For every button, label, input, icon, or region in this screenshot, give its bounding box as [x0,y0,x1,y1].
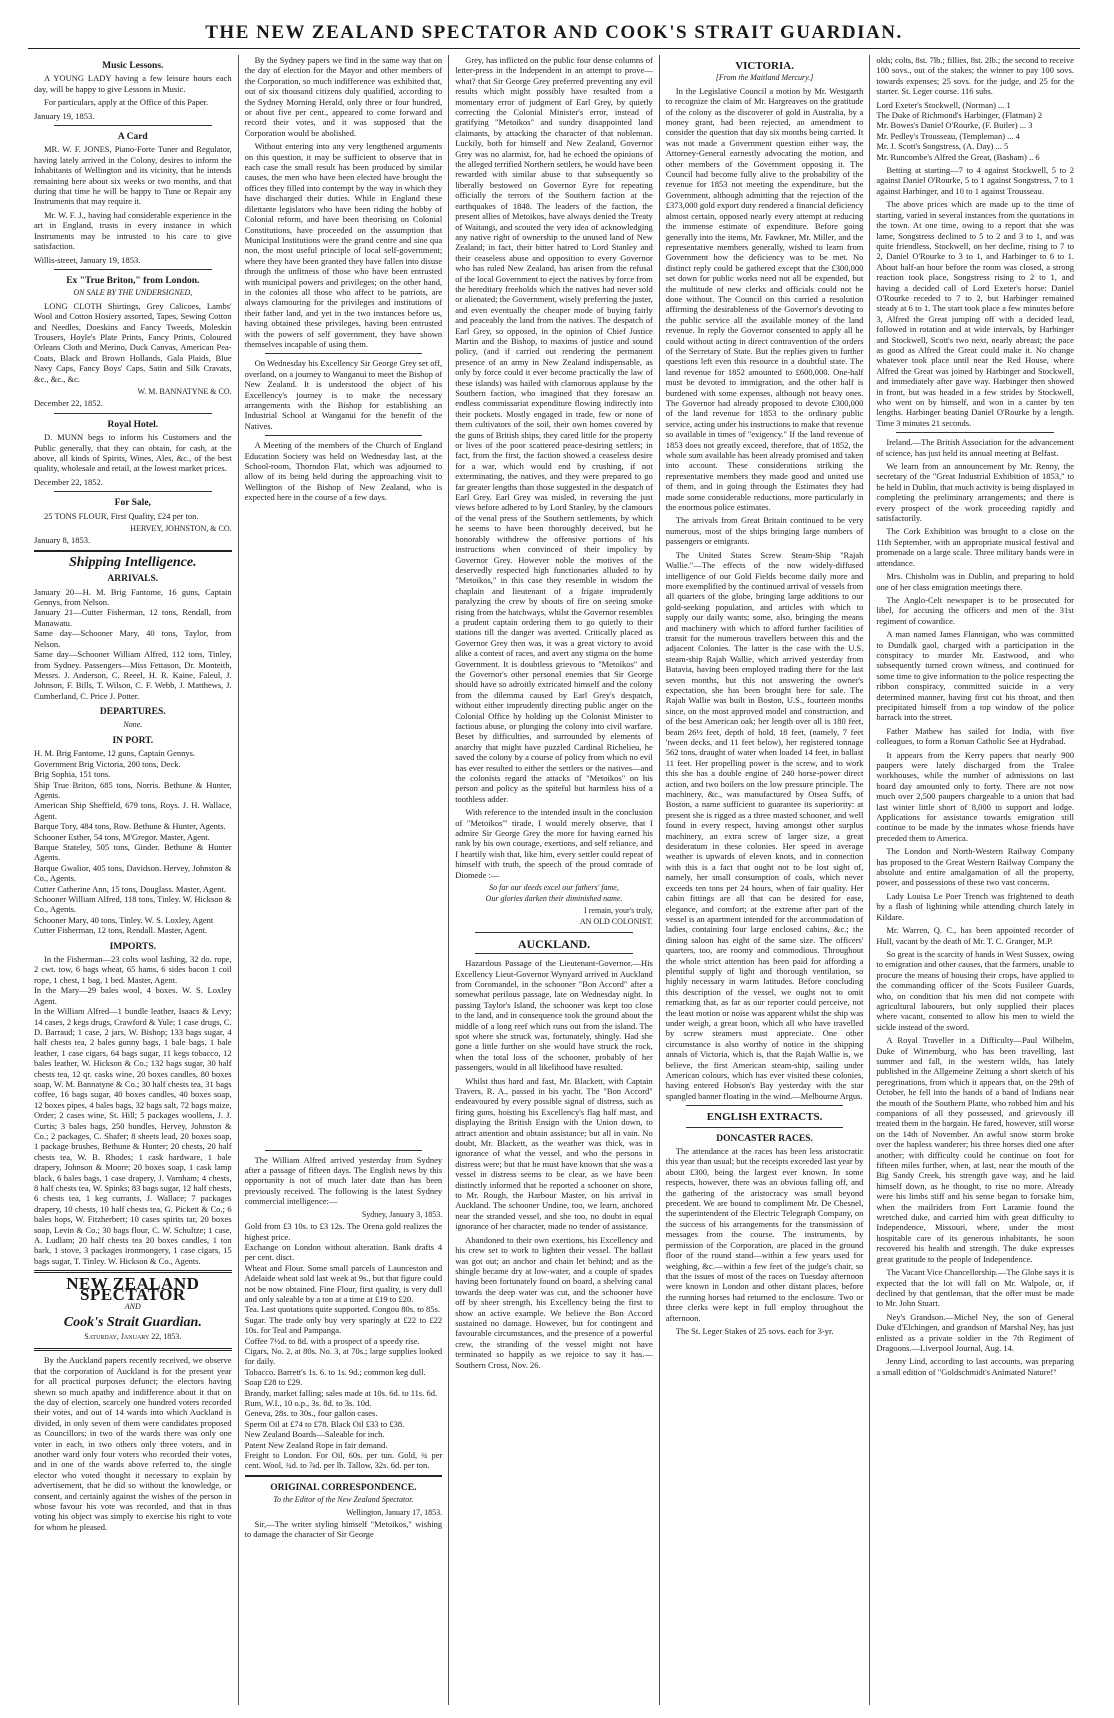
ney-news: Ney's Grandson.—Michel Ney, the son of General Duke d'Elchingen, and grandson of Marshal Ney, has just enlisted as a private soldier in the 7th Regiment of Dragoons.—Liverpool Journal, Aug. 14. [876,1311,1074,1353]
inport-text: H. M. Brig Fantome, 12 guns, Captain Gennys. Government Brig Victoria, 200 tons, Deck. Brig Sophia, 151 tons. Ship True Briton, 685 tons, Norris. Bethune & Hunter, Agents. American Ship Sheffield, 679 tons, Roys. J. H. Wallace, Agent. Barque Tory, 484 tons, Row. Bethune & Hunter, Agents. Schooner Esther, 54 tons, M'Gregor. Master, Agent. Barque Stateley, 505 tons, Ginder. Bethune & Hunter Agents. Barque Gwalior, 405 tons, Davidson. Hervey, Johnston & Co., Agents. Cutter Catherine Ann, 15 tons, Douglass. Master, Agent. Schooner William Alfred, 118 tons, Tinley. W. Hickson & Co., Agents. Schooner Mary, 40 tons, Tinley. W. S. Loxley, Agent Cutter Fisherman, 12 tons, Rendall. Master, Agent. [34,748,232,936]
divider [34,1270,232,1273]
divider [54,413,212,414]
issue-date: Saturday, January 22, 1853. [84,1331,182,1341]
divider [54,125,212,126]
auckland-heading: AUCKLAND. [517,936,591,951]
divider [245,1475,443,1477]
arrivals-heading: ARRIVALS. [107,574,159,585]
divider [686,1127,844,1128]
departures-text: None. [123,719,143,729]
doncaster-text: The attendance at the races has been less aristocratic this year than usual; but the receipts exceeded last year by about £300, being the largest ever known. In some respects, however, there was an obvious falling off, and the gathering of the aristocracy was small beyond precedent. We are bound to compliment Mr. De Chesnel, the superintendent of the Electric Telegraph Company, on the success of his arrangements for the transmission of messages from the course. The instruments, by permission of the Corporation, are placed in the ground floor of the round stand—within a few years used for weighing, &c.—within a few feet of the judge's chair, so that the issues of most of the races on Tuesday afternoon were known in London and other distant places, before the running horses had returned to the enclosure. Two or three clerks were kept in full employ throughout the afternoon. [665,1146,864,1323]
ad-briton-signature: W. M. BANNATYNE & CO. [137,386,232,396]
divider [265,435,423,436]
letter-signoff: I remain, your's truly, [584,905,653,915]
divider [34,550,232,552]
ad-sale-text: 25 TONS FLOUR, First Quality, £24 per ton. [44,510,199,521]
race-results: Lord Exeter's Stockwell, (Norman) ... 1 The Duke of Richmond's Harbinger, (Flatman) 2 Mr. Bowes's Daniel O'Rourke, (F. Butler) ... 3 Mr. Pedley's Trousseau, (Templeman) ... 4 Mr. J. Scott's Songstress, (A. Day) ... 5 Mr. Runcombe's Alfred the Great, (Basham) .. 6 [876,99,1043,162]
news-church-meeting: A Meeting of the members of the Church of England Education Society was held on Wednesday last, at the School-room, Thorndon Flat, which was adjourned to allow of its being held during the approaching visit to Wellington of the Bishop of New Zealand, who is expected here in the course of a few days. [244,440,443,503]
doncaster-text-2: The St. Leger Stakes of 25 sovs. each for 3-yr. [675,1325,834,1336]
divider [34,1348,232,1351]
letter-text-2: With reference to the intended insult in the conclusion of "Metoikos'" tirade, I would merely observe, that I admire Sir George Grey the more for having earned his rank by his own courage, exertions, and self reliance, and I heartily wish that, like him, every settler could repeat of himself with truth, the speech of the proud comrade of Diomede :— [455,807,653,880]
paper-title: NEW ZEALAND SPECTATOR [66,1274,200,1304]
correspondence-heading: ORIGINAL CORRESPONDENCE. [270,1482,417,1493]
commercial-text: Gold from £3 10s. to £3 12s. The Orena gold realizes the highest price. Exchange on London without alteration. Bank drafts 4 per cent. disct. Wheat and Flour. Some small parcels of Launceston and Adelaide wheat sold last week at 9s., but that figure could not be now obtained. Fine Flour, first quality, is very dull and only saleable by a ton at a time at £19 to £20. Tea. Last quotations quite supported. Congou 80s. to 85s. Sugar. The trade only buy very sparingly at £22 to £22 10s. for Teal and Pampanga. Coffee 7½d. to 8d. with a prospect of a speedy rise. Cigars, No. 2, at 80s. No. 3, at 70s.; large supplies looked for daily. Tobacco. Barrett's 1s. 6. to 1s. 9d.; common keg dull. Soap £28 to £29. Brandy, market falling; sales made at 10s. 6d. to 11s. 6d. Rum, W.I., 10 o.p., 3s. 8d. to 3s. 10d. Geneva, 28s. to 30s., four gallon cases. Sperm Oil at £74 to £78. Black Oil £33 to £38. New Zealand Boards—Saleable for inch. Patent New Zealand Rope in fair demand. Freight to London. For Oil, 60s. per tun. Gold, ¾ per cent. Wool, ¾d. to ⅞d. per lb. Tallow, 32s. 6d. per ton. [244,1221,443,1471]
ad-heading-card: A Card [117,132,148,143]
kerry-news: It appears from the Kerry papers that nearly 900 paupers were lately discharged from the Tralee workhouses, while the number of admissions on last board day amounted only to forty. There are not now much over 2,500 paupers chargeable to a union that had last winter little short of 8,000 to support and lodge. Applications for assistance towards emigration still continue to be made by the inmates whose friends have preceded them to America. [876,749,1074,843]
ad-music-text: A YOUNG LADY having a few leisure hours each day, will be happy to give Lessons in Music. [34,73,232,94]
news-william-alfred: The William Alfred arrived yesterday from Sydney after a passage of fifteen days. The English news by this opportunity is not of much later date than has been previously received. The following is the latest Sydney commercial intelligence:— [244,1154,443,1207]
editorial-text-3: Without entering into any very lengthened arguments on this question, it may be sufficient to observe that in each case the small result has been produced by similar causes, the men who have been elected have brought the offices they filled into contempt by the way in which they have discharged their duties. While in England these dilettante legislators who have been riding the hobby of Colonial reform, and have been theorising on Colonial Constitutions, have proceeded on the assumption that Municipal Institutions were the grand centre and sine qua non, the most useful principle of local self-government; where they have been granted they have fallen into disuse through the unfitness of those who have been entrusted with municipal powers and privileges; on the other hand, in the colonies all those who affect to be patriots, are always clamouring for the privileges and institutions of their father land, and yet in the two instances before us, having obtained these privileges, having been entrusted with the powers of self government, they have shown themselves incapable of using them. [244,141,443,349]
divider [475,932,633,933]
railway-news: The London and North-Western Railway Company has proposed to the Great Western Railway Company the absolute and entire amalgamation of all the property, power, and possessions of these two vast concerns. [876,846,1074,888]
divider [896,432,1054,433]
vice-chancellor-news: The Vacant Vice Chancellorship.—The Globe says it is expected that the lot will fall on Mr. Walpole, or, if declined by that gentleman, that the offer must be made to Mr. John Stuart. [876,1267,1074,1309]
stakes-text: olds; colts, 8st. 7lb.; fillies, 8st. 2lb.; the second to receive 100 sovs., out of the stakes; the winner to pay 100 sovs. towards expenses; 25 sovs. for the judge, and 25 for the starter. St. Leger course. 116 subs. [876,55,1074,97]
sussex-news: So great is the scarcity of hands in West Sussex, owing to emigration and other causes, that the farmers, unable to procure the means of housing their crops, have applied to the commanding officer of the Scots Fusileer Guards, who, on condition that his men did not compete with agricultural labourers, but only supplied their places where vacant, consented to allow his men to wield the sickle instead of the sword. [876,948,1074,1032]
auckland-text-3: Abandoned to their own exertions, his Excellency and his crew set to work to lighten their vessel. The ballast was got out; an anchor and chain let behind; and as the shingle became dry at low-water, and a couple of spades having been fortunately found on board, a shelving canal towards the deep water was cut, and the schooner hove off by sheer strength, his Excellency being the first to show an active example. We believe the Bon Accord sustained no damage. However, but for contingent and favourable circumstances, and the presence of a powerful crew, the stranding of the vessel might not have terminated so happily as we rejoice to say it has.—Southern Cross, Nov. 26. [455,1234,653,1370]
ad-hotel-date: December 22, 1852. [34,476,103,487]
column-5 [870,55,1080,1705]
arrivals-text: January 20—H. M. Brig Fantome, 16 guns, Captain Gennys, from Nelson. January 21—Cutter Fisherman, 12 tons, Rendall, from Manawatu. Same day—Schooner Mary, 40 tons, Taylor, from Nelson. Same day—Schooner William Alfred, 112 tons, Tinley, from Sydney. Passengers—Miss Fettason, Dr. Monteith, Messrs. J. Anderson, C. Reeel, H. R. Kaine, Faleul, J. Johnson, F. Bills, T. Wilson, C. F. Webb, J. Matthews, J. Cumberland, C. Price J. Potter. [34,586,232,701]
ad-sale-date: January 8, 1853. [34,535,91,546]
victoria-text-2: The arrivals from Great Britain continued to be very numerous, most of the ships bringing large numbers of passengers or emigrants. [665,515,864,547]
correspondence-text: Sir,—The writer styling himself "Metoikos," wishing to damage the character of Sir George [244,1519,443,1540]
anglo-celt-news: The Anglo-Celt newspaper is to be prosecuted for libel, for accusing the officers and men of the 31st regiment of cowardice. [876,594,1074,626]
cork-news: The Cork Exhibition was brought to a close on the 11th September, with an appropriate musical festival and promenade on a large scale. Three military bands were in attendance. [876,526,1074,568]
doncaster-heading: DONCASTER RACES. [716,1133,813,1144]
ad-briton-sub: ON SALE BY THE UNDERSIGNED, [73,288,193,298]
royal-traveller-news: A Royal Traveller in a Difficulty—Paul Wilhelm, Duke of Wirtemburg, who has been travelling, last summer and fall, in the western wilds, has lately published in the Allgemeine Zeitung a short sketch of his peregrinations, from which it appears that, on the 29th of October, he fell into the hands of a band of Indians near the mouth of the Southern Platte, who robbed him and his companions of all they possessed, and grievously ill treated them in the bargain. He fared, however, still worse on the 14th of November. An awful snow storm broke over the hapless wanderer; his three horses died one after another; with difficulty could he continue on foot for fifteen miles further, when, at last, near the mouth of the Big Sandy Creek, his strength gave way, and he laid himself down, as he thought, to rise no more. Already were his limbs stiff and his sense began to forsake him, when the mailriders from Fort Laramie found the wretched duke, and carried him with great difficulty to Independence, Missouri, where, under the most hospitable care of its generous inhabitants, he soon recovered his health and strength. The duke expresses great gratitude to the people of Independence. [876,1035,1074,1264]
commercial-date: Sydney, January 3, 1853. [361,1209,443,1219]
letter-verse: So far our deeds excel our fathers' fame, Our glories darken their diminished name. [485,883,623,903]
ad-card-text-2: Mr. W. F. J., having had considerable experience in the art in England, trusts in every instance in which Instruments may be intrusted to his care to give satisfaction. [34,209,232,252]
imports-text: In the Fisherman—23 colts wool lashing, 32 do. rope, 2 cwt. tow, 6 bags wheat, 65 hams, 6 sides bacon 1 coil rope, 1 chest, 1 bag, 1 bed. Master, Agent. In the Mary—29 bales wool, 4 boxes. W. S. Loxley Agent. In the William Alfred—1 bundle leather, Isaacs & Levy; 14 cases, 2 kegs drugs, Crawford & Yule; 1 case drugs, C. D. Barraud; 1 case, 2 jars, W. Bishop; 133 bags sugar, 4 half chests tea, 2 bales gunny bags, 1 bale bags, 1 bale leather, 1 case cigars, 64 bags sugar, 11 kegs tobacco, 12 bales leather, W. Hickson & Co.; 132 bags sugar, 30 half chests tea, 12 qr. casks wine, 20 boxes candles, 80 boxes soap, W. M. Bannatyne & Co.; 30 half chests tea, 31 bags coffee, 16 bags sugar, 40 boxes candles, 40 boxes soap, 12 boxes pipes, 4 bales bags, 32 bags salt, 72 bags maize, Order; 2 cases wine, St. Hill; 5 packages woollens, J. J. Curtis; 3 bales bags, 250 bundles, Hervey, Johnston & Co.; 2 packages, C. Shafer; 8 sheets lead, 20 boxes soap, 1 package brushes, Bethune & Hunter; 20 chests, 20 half chests tea, W. B. Rhodes; 1 cask hardware, 1 bale drapery, Johnson & Moore; 20 boxes soap, 1 cask lamp black, 6 bales bags, 1 case drapery, J. Varnham; 4 chests, 8 half chests tea, W. Spinks; 83 bags sugar, 12 half chests, 6 chests tea, 1 keg currants, J. Wallace; 7 packages drapery, 10 chests, 10 half chests tea, G. Pickett & Co.; 6 bales hops, W. Fitzherbert; 10 cases spirits tar, 20 boxes soap, Levin & Co.; 30 bags flour, C. W. Schultze; 1 case, A. Ludlam; 20 half chests tea 20 boxes candles, 1 ton bark, 1 stove, 3 packages ironmongery, 1 case cigars, 15 bags sugar, T. Tinley. W. Hickson & Co., Agents. [34,954,232,1266]
divider [54,269,212,270]
columns [28,55,1080,1705]
ad-heading-sale: For Sale, [114,498,151,509]
editorial-text-2: By the Sydney papers we find in the same way that on the day of election for the Mayor and other members of the Corporation, so much indifference was exhibited that, out of six thousand citizens duly qualified, according to the Sydney Morning Herald, only three or four hundred, or about five per cent., appeared to come forward and record their votes, and it was supposed that the Corporation would be abolished. [244,55,443,138]
ad-heading-hotel: Royal Hotel. [107,419,159,430]
inport-heading: IN PORT. [112,735,154,746]
ad-briton-text: LONG CLOTH Shirtings, Grey Calicoes, Lambs' Wool and Cotton Hosiery assorted, Tapes, Sewing Cotton and Needles, Doeskins and Fancy Tweeds, Moleskin Trousers, Hoyle's Plate Prints, Fancy Prints, Coloured Orleans Cloth and Merino, Duck Canvas, American Pea-Coats, Black and Brown Hollands, Gala Plaids, Blue Navy Caps, Fancy Boys' Caps, Satin and Silk Cravats, &c., &c., &c. [34,300,232,384]
mathew-news: Father Mathew has sailed for India, with five colleagues, to form a Roman Catholic See at Hydrabad. [876,725,1074,747]
english-extracts-heading: ENGLISH EXTRACTS. [706,1111,823,1124]
divider [265,1150,423,1151]
ad-music-date: January 19, 1853. [34,110,95,121]
auckland-text: Hazardous Passage of the Lieutenant-Governor.—His Excellency Lieut-Governor Wynyard arrived in Auckland from Coromandel, in the schooner "Bon Accord" after a somewhat perilous passage, late on Wednesday night. In passing Taylor's Island, the schooner was kept too close to the land, and in consequence took the ground about the middle of a long reef which runs out from the island. The spot where she struck was, fortunately, shingly. Had she gone a little further on she would have struck the rock, when the total loss of the schooner, probably of her passengers, would in all likelihood have resulted. [455,958,653,1073]
warren-news: Mr. Warren, Q. C., has been appointed recorder of Hull, vacant by the death of Mr. T. C. Granger, M.P. [876,925,1074,946]
flannigan-news: A man named James Flannigan, who was committed to Dundalk gaol, charged with a participation in the conspiracy to murder Mr. Eastwood, and who subsequently turned crown witness, and continued for some time to give information to the police respecting the ribbon conspiracy, committed suicide in a very determined manner, having first cut his throat, and then precipitated himself from a top window of the police barrack into the street. [876,629,1074,723]
trench-news: Lady Louisa Le Poer Trench was frightened to death by a flash of lightning while attending church lately in Kildare. [876,890,1074,922]
betting-text: Betting at starting—7 to 4 against Stockwell, 5 to 2 against Daniel O'Rourke, 5 to 1 against Songstress, 7 to 1 against Harbinger, and 10 to 1 against Trousseau. [876,165,1074,196]
ad-music-text-2: For particulars, apply at the Office of this Paper. [44,97,209,108]
column-2 [239,55,450,1705]
editorial-text: By the Auckland papers recently received, we observe that the corporation of Auckland is for the present year for all practical purposes defunct; the electors having shewn so much apathy and indifference about it that on the day of election, scarcely one hundred voters recorded their votes, and out of 14 wards into which Auckland is divided, in only seven of them were candidates proposed as Councillors; in two of the wards there was only one voter in each, in two others only three voters, and in another ward only four voters who recorded their votes, and in one of the wards above referred to, the single elector who voted thought it necessary to explain by advertisement, that he did so without the knowledge, or consent, and certainly against the wishes of the person in whose favour his vote was recorded, and that in thus voting his object was simply to exercise his right to vote for whom he pleased. [34,1355,232,1532]
victoria-source: [From the Maitland Mercury.] [715,73,814,83]
ad-card-text: MR. W. F. JONES, Piano-Forte Tuner and Regulator, having lately arrived in the Colony, desires to inform the Inhabitants of Wellington and its vicinity, that he intends remaining here about six weeks or two months, and that during that time he will be happy to Tune or Repair any Instruments that may require it. [34,144,232,207]
letter-signature: AN OLD COLONIST. [579,917,653,927]
departures-heading: DEPARTURES. [99,707,166,718]
chisholm-news: Mrs. Chisholm was in Dublin, and preparing to hold one of her class emigration meetings there. [876,571,1074,592]
exhibition-news: We learn from an announcement by Mr. Renny, the secretary of the "Great Industrial Exhibition of 1853," to be held in Dublin, that much activity is being displayed in completing the preliminary arrangements; and there is every prospect of the work proceeding rapidly and satisfactorily. [876,461,1074,524]
column-3 [449,55,660,1705]
masthead: THE NEW ZEALAND SPECTATOR AND COOK'S STRAIT GUARDIAN. [28,22,1080,49]
paper-subtitle: Cook's Strait Guardian. [63,1315,202,1331]
divider [265,353,423,354]
victoria-text: In the Legislative Council a motion by Mr. Westgarth to recognize the claim of Mr. Hargreaves on the gratitude of the colony as the discoverer of gold in Australia, by a money grant, had been rejected, an amendment to consider the question that day six months being carried. It was not made a Government question either way, the Attorney-General earnestly advocating the motion, and other members of the Government opposing it. The Council had become fully alive to the probability of the revenue for 1853 not meeting the expenditure, but the Government, although admitting that the rejection of the £373,000 gold export duty rendered a financial deficiency almost certain, opposed nearly every attempt at reducing the immense estimate of expenditure. Before going generally into the items, Mr. Fawkner, Mr. Miller, and the representative members generally, wished to learn from Government how the deficiency was to be met. No distinct reply could be gathered except that the £300,000 set down for public works need not all be expended, but the multitude of new clerks and officials could not be done without. The Council on this carried a resolution affirming the desirableness of the Governor's devoting to the public service all the available money of the land revenue. In reply the Governor consented to apply all he could without acting in direct contravention of the orders of the Secretary of State. But the replies given to further questions left even this resource in a doubtful state. The land revenue for 1852 amounted to £600,000. One-half must be devoted to immigration, and the other half is burdened with some expenses, although not heavy ones. The Governor had already proposed to devote £300,000 of the land revenue for 1853 to the ordinary public service, acting under his instructions to make that revenue so available in times of "exigency." If the land revenue of 1853 does not greatly exceed, therefore, that of 1852, the whole sum available has been already promised and taken into account. These considerations striking the representative members they made good and united use of them, and in going through the Estimates they had made some considerable reductions, more particularly in the enormous police estimates. [665,85,864,513]
letter-text: Grey, has inflicted on the public four dense columns of letter-press in the Independent in an attempt to prove—what? that Sir George Grey preferred preventing any evil results which might possibly have resulted from a momentary error of judgment of Earl Grey, by quietly correcting the Colonial Minister's error, instead of gratifying "Metoikos" and sundry disappointed land claimants, by attacking the character of that nobleman. Luckily, both for himself and New Zealand, Governor Grey was no alarmist, for, had he echoed the opinions of the alleged terrified Northern settlers, he would have been rewarded with similar abuse to that subsequently so liberally bestowed on Governor Eyre for repeating officially the terrors of the Southern faction at the earthquakes of 1848. The leaders of the faction, the present allies of Metoikos, have always denied the Treaty of Waitangi, and scouted the very idea of acknowledging any native right of ownership to the unused land of New Zealand; in fact, their bitter hatred to Lord Stanley and their ceaseless abuse and opposition to every Governor who has ruled New Zealand, has arisen from the refusal of the local Government to eject the natives by force from the hereditary freeholds which the natives had never sold or alienated; the Government, wisely preferring the juster, and even eventually the cheaper mode of buying fairly and peaceably the land from the natives. The despatch of Earl Grey, so opposed, in the opinion of Chief Justice Martin and the Bishop, to maxims of justice and sound policy, (and if carried out rendering the permanent presence of an army in New Zealand indispensable, as only by force could it ever become practically the law of these islands) was hailed with clamorous applause by the Southern faction, who imagined that they foresaw an endless commissariat expenditure flowing indirectly into their pockets. Mostly engaged in trade, few or none of them cultivators of the soil, their own homes covered by the guns of British ships, they cared little for the property or lives of the poor scattered peace-desiring settlers; in fact, from the first, the faction showed a ceaseless desire for a war, which would end by crushing, if not exterminating, the natives, and they were prepared to go far greater lengths than those suggested in the despatch of Earl Grey. Earl Grey was misled, in reversing the just views before adhered to by Lord Stanley, by the clamours of the venal press of the Southern settlements, by which he seems to have been thoroughly deceived, but he honorably withdrew the offensive portions of his instructions when convinced of their impolicy by Governor Grey. However noble the motives of the deservedly respected high functionaries alluded to by "Metoikos," in this case they resemble in wisdom the chaplain and lieutenant of a frigate imprudently paralyzing the crew by shouts of fire on seeing smoke rising from the hatchways, whilst the Governor resembles a prudent captain ordering them to go quietly to their stations till the danger was averted. Critically placed as Governor Grey then was, it was a great victory to avoid alike a contest of races, and avert any stigma on the home Government. It is doubtless grievous to "Metoikos" and the Governor's other personal enemies that Sir George should have so adroitly extricated himself and the colony from the dilemma caused by Earl Grey's despatch, without either imprudently directing public anger on the Colonial Office by holding up the Colonist Minister to factious abuse, or plunging the colony into civil warfare. Beset by difficulties, and surrounded by elements of anarchy that might have puzzled Cardinal Richelieu, he saved the colony by a course of policy from which no evil has ever resulted to either the settlers or the natives—and the colonists regard the attacks of "Metoikos" on his person and policy as the spiteful but harmless hiss of a toothless adder. [455,55,653,804]
ad-heading-briton: Ex "True Briton," from London. [66,275,200,286]
ad-card-date: Willis-street, January 19, 1853. [34,254,141,265]
victoria-text-3: The United States Screw Steam-Ship "Rajah Wallie."—The effects of the now widely-diffused intelligence of our Gold Fields become daily more and more exemplified by the continued arrival of vessels from all quarters of the globe, bringing large additions to our gold-seeking population, and articles with which to supply our daily wants; some, also, bringing the means and machinery with which to afford further facilities of transit for the numerous travellers between this and the adjacent Colonies. The latter is the case with the U.S. steam-ship Rajah Wallie, which arrived yesterday from Batavia, having been employed trading there for the last seven months, but this not answering the owner's expectation, she has been brought here for sale. The Rajah Wallie was built in Boston, U.S., fourteen months since, on the most approved model and construction, and of the best American oak; her length over all is 180 feet, beam 26½ feet, depth of hold, 18 feet, (namely, 7 feet 'tween decks, and 11 feet below), her registered tonnage 562 tons, draught of water when loaded 14 feet, in ballast 11 feet. Her propelling power is the screw, and to work this she has a double engine of 240 horse-power direct action, and two boilers on the low pressure principle. The machinery, &c., was manufactured by Otsea Suffs, of Boston, a name sufficient to guarantee its superiority: at present she is rigged as a three masted schooner, and well found in every respect, having amongst other surplus machinery, an extra screw of larger size, a great desideratum in these colonies. Her speed in average weather is upwards of eleven knots, and in connection with this is a fact that ought not to be lost sight of, namely, her small consumption of coals, which never exceeds ten tons per 24 hours, when of fair quality. Her cabin fittings are all that can be desired for ease, elegance, and comfort; at the extreme after part of the vessel is an apartment intended for the accommodation of ladies, containing four large enclosed cabins, &c.; the dining saloon has eight of the same size. The officers' quarters, too, are roomy and commodious. Throughout the whole strict attention has been paid for affording a plentiful supply of light and thorough ventilation, so highly necessary in warm latitudes. Before concluding this description of the vessel, we ought not to omit remarking that, as far as our reporter could perceive, not the least motion or noise was apparent whilst the ship was under weigh, a great boon, which all who have travelled by screw steamers must appreciate. One other circumstance is also worthy of notice in the shipping annals of Victoria, which is, that the Rajah Wallie is, we believe, the first American steam-ship, sailing under American colours, which has ever visited these colonies, having entered Hobson's Bay yesterday with the star spangled banner floating in the wind.—Melbourne Argus. [665,549,864,1101]
ireland-news: Ireland.—The British Association for the advancement of science, has just held its annual meeting at Belfast. [876,437,1074,458]
shipping-heading: Shipping Intelligence. [69,554,197,570]
column-1 [28,55,239,1705]
ad-sale-signature: HERVEY, JOHNSTON, & CO. [130,524,232,534]
auckland-text-2: Whilst thus hard and fast, Mr. Blackett, with Captain Travers, R. A., passed in his yacht. The "Bon Accord" endeavoured by every possible signal of distress, such as firing guns, hoisting his Excellency's flag half mast, and displaying the British Ensign with the Union down, to attract attention and obtain assistance; but all in vain. No doubt, Mr. Blackett, as the weather was thick, was in ignorance of what the vessel, and who the persons in distress were; but that he must have known that she was a vessel in distress seems to be clear, as we have been distinctly informed that he reported a schooner on shore, to Mr. Rough, the Harbour Master, on his arrival in Auckland. The schooner Undine, too, we learn, anchored near the stranded vessel, and she too, no doubt in equal ignorance of her character, made no tender of assistance. [455,1075,653,1232]
imports-heading: IMPORTS. [109,941,156,952]
ad-hotel-text: D. MUNN begs to inform his Customers and the Public generally, that they can obtain, for cash, at the above, all kinds of Spirits, Wines, Ales, &c., of the best quality, wholesale and retail, at the lowest market prices. [34,432,232,474]
ad-briton-date: December 22, 1852. [34,398,103,409]
race-report: The above prices which are made up to the time of starting, varied in several instances from the quotations in the town. At one time, owing to a report that she was lame, Songstress declined to 5 to 2 and 3 to 1, and was quite friendless, Stockwell, on her decline, rising to 7 to 2, Daniel O'Rourke to 3 to 1, and Harbinger to 6 to 1. About half-an hour before the room was closed, a strong reaction took place, Songstress rising to 2 to 1, and having a decided call of Lord Exeter's horse: Daniel O'Rourke receded to 7 to 2, but Harbinger remained steady at 6 to 1. The start took place a few minutes before 3, Alfred the Great jumping off with a decided lead, followed in rotation and at wide intervals, by Harbinger and Stockwell, Scott's two next, nearly abreast; the pace as good as Alfred the Great could make it. No change whatever took place until near the Red House, where Alfred the Great was joined by Harbinger and Stockwell, and immediately after gave way. Harbinger then showed in front, but was headed in a few strides by Stockwell, who went on by himself, and won in a canter by ten lengths. Harbinger beating Daniel O'Rourke by a length. Time 3 minutes 21 seconds. [876,199,1074,428]
correspondence-to: To the Editor of the New Zealand Spectator. [273,1495,414,1505]
divider [54,491,212,492]
divider [686,1105,844,1106]
ad-heading-music: Music Lessons. [102,61,164,71]
jenny-lind-news: Jenny Lind, according to last accounts, was preparing a small edition of "Goldschmidt's Animated Nature!" [876,1356,1074,1377]
correspondence-date: Wellington, January 17, 1853. [345,1507,443,1517]
blank-area [245,506,443,1146]
column-4 [660,55,871,1705]
divider [475,953,633,954]
news-grey-journey: On Wednesday his Excellency Sir George Grey set off, overland, on a journey to Wanganui to meet the Bishop of New Zealand. It is understood the object of his Excellency's journey is to make the necessary arrangements with the Bishop for establishing an Industrial School at Wanganui for the benefit of the Natives. [244,358,443,431]
paper-title-and: AND [124,1302,141,1312]
victoria-heading: VICTORIA. [735,60,794,72]
